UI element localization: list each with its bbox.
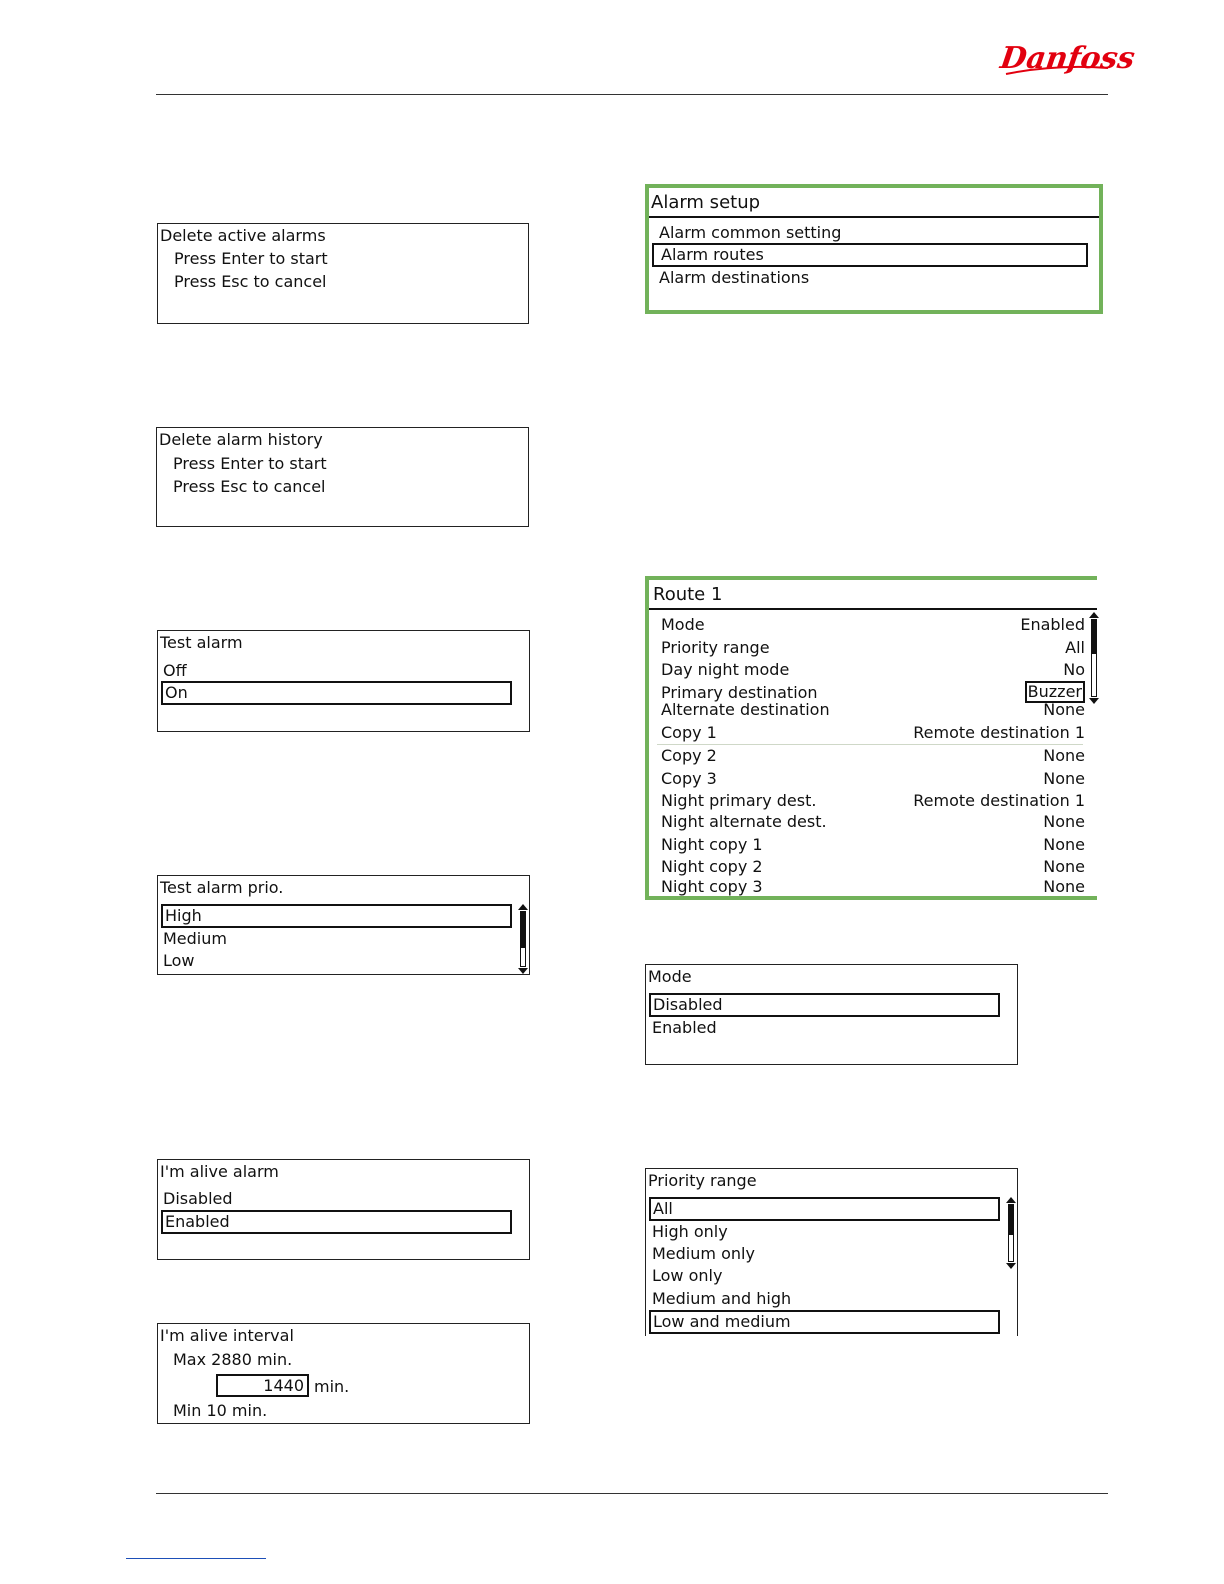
header-divider (649, 608, 1097, 610)
option-low-and-medium-selected[interactable] (649, 1310, 1000, 1334)
option-disabled-selected[interactable] (649, 993, 1000, 1017)
route-row-night-copy-1[interactable] (661, 834, 1085, 856)
interval-input[interactable] (216, 1374, 309, 1397)
row-label: Copy 2 (661, 746, 717, 765)
menu-item-label: Alarm routes (661, 245, 764, 264)
alive-interval-screen (157, 1323, 530, 1424)
test-alarm-screen (157, 630, 530, 732)
screen-title: Test alarm (160, 633, 243, 652)
row-value: None (1043, 812, 1085, 831)
row-value: None (1043, 877, 1085, 896)
instruction-enter: Press Enter to start (174, 249, 328, 268)
instruction-esc: Press Esc to cancel (173, 477, 326, 496)
test-alarm-prio-screen (157, 875, 530, 975)
scroll-thumb[interactable] (1092, 620, 1096, 654)
row-label: Day night mode (661, 660, 790, 679)
scroll-up-icon[interactable] (1089, 612, 1099, 618)
row-value: All (1065, 638, 1085, 657)
scroll-track (520, 911, 526, 967)
scroll-up-icon[interactable] (1006, 1197, 1016, 1203)
row-label: Night copy 3 (661, 877, 763, 896)
route-row-copy-3[interactable] (661, 768, 1085, 790)
row-value: No (1063, 660, 1085, 679)
route-row-alternate-destination[interactable] (661, 699, 1085, 721)
screen-title: Delete active alarms (160, 226, 326, 245)
delete-alarm-history-screen (156, 427, 529, 527)
screen-title: Delete alarm history (159, 430, 323, 449)
route-row-mode[interactable] (661, 614, 1085, 636)
screen-title: I'm alive interval (160, 1326, 294, 1345)
min-label: Min 10 min. (173, 1401, 268, 1420)
alive-alarm-screen (157, 1159, 530, 1260)
scrollbar[interactable] (518, 904, 528, 974)
option-label: High (165, 906, 202, 925)
option-enabled[interactable]: Enabled (652, 1018, 717, 1037)
row-label: Night copy 1 (661, 835, 763, 854)
route-row-night-primary[interactable] (661, 790, 1085, 812)
scrollbar[interactable] (1006, 1197, 1016, 1269)
row-label: Night primary dest. (661, 791, 817, 810)
option-label: Enabled (165, 1212, 230, 1231)
option-label: On (165, 683, 188, 702)
option-high-only[interactable]: High only (652, 1222, 728, 1241)
screen-title: Mode (648, 967, 692, 986)
instruction-enter: Press Enter to start (173, 454, 327, 473)
screen-title: Test alarm prio. (160, 878, 284, 897)
footer-link-underline (126, 1558, 266, 1559)
option-label: Disabled (653, 995, 723, 1014)
option-medium[interactable]: Medium (163, 929, 227, 948)
scroll-down-icon[interactable] (518, 968, 528, 974)
option-label: Low and medium (653, 1312, 791, 1331)
option-on-selected[interactable] (161, 681, 512, 705)
svg-text:Danfoss: Danfoss (998, 41, 1137, 76)
row-value: None (1043, 769, 1085, 788)
option-all-selected[interactable] (649, 1197, 1000, 1221)
header-rule (156, 94, 1108, 95)
delete-active-alarms-screen (157, 223, 529, 324)
route-row-night-copy-2[interactable] (661, 856, 1085, 878)
route-row-priority-range[interactable] (661, 637, 1085, 659)
alarm-setup-screen (645, 184, 1103, 314)
row-value: None (1043, 746, 1085, 765)
row-value: Enabled (1020, 615, 1085, 634)
priority-range-screen (645, 1168, 1018, 1336)
row-value: Remote destination 1 (913, 723, 1085, 742)
row-label: Priority range (661, 638, 770, 657)
screen-title: Route 1 (653, 584, 723, 605)
row-value: None (1043, 700, 1085, 719)
row-label: Copy 3 (661, 769, 717, 788)
menu-item-common-setting[interactable]: Alarm common setting (659, 223, 842, 242)
scroll-down-icon[interactable] (1089, 698, 1099, 704)
option-high-selected[interactable] (161, 904, 512, 928)
scroll-down-icon[interactable] (1006, 1263, 1016, 1269)
option-medium-and-high[interactable]: Medium and high (652, 1289, 792, 1308)
unit-label: min. (314, 1377, 350, 1396)
menu-item-destinations[interactable]: Alarm destinations (659, 268, 810, 287)
row-value: Remote destination 1 (913, 791, 1085, 810)
option-low-only[interactable]: Low only (652, 1266, 723, 1285)
interval-value: 1440 (263, 1376, 304, 1395)
scroll-track (1008, 1204, 1014, 1262)
row-value-selected[interactable]: Buzzer (1025, 681, 1085, 703)
option-enabled-selected[interactable] (161, 1210, 512, 1234)
option-low[interactable]: Low (163, 951, 195, 970)
row-value: None (1043, 857, 1085, 876)
row-value: None (1043, 835, 1085, 854)
max-label: Max 2880 min. (173, 1350, 293, 1369)
row-label: Alternate destination (661, 700, 830, 719)
header-divider (649, 216, 1099, 218)
route-row-night-copy-3[interactable] (661, 876, 1085, 898)
option-off[interactable]: Off (163, 661, 187, 680)
footer-rule (156, 1493, 1108, 1494)
option-label: All (653, 1199, 673, 1218)
scroll-up-icon[interactable] (518, 904, 528, 910)
row-label: Night copy 2 (661, 857, 763, 876)
row-label: Mode (661, 615, 705, 634)
row-label: Copy 1 (661, 723, 717, 742)
option-disabled[interactable]: Disabled (163, 1189, 233, 1208)
scrollbar[interactable] (1089, 612, 1099, 704)
row-label: Night alternate dest. (661, 812, 827, 831)
route-row-copy-2[interactable] (661, 745, 1085, 767)
scroll-thumb[interactable] (1009, 1205, 1013, 1235)
option-medium-only[interactable]: Medium only (652, 1244, 755, 1263)
route-row-night-alternate[interactable] (661, 811, 1085, 833)
screen-title: Alarm setup (651, 192, 761, 213)
mode-screen (645, 964, 1018, 1065)
route-1-screen (645, 576, 1097, 900)
screen-title: I'm alive alarm (160, 1162, 279, 1181)
instruction-esc: Press Esc to cancel (174, 272, 327, 291)
menu-item-alarm-routes-selected[interactable] (652, 243, 1088, 267)
route-row-copy-1[interactable] (661, 722, 1085, 744)
route-row-day-night-mode[interactable] (661, 659, 1085, 681)
scroll-track (1091, 619, 1097, 697)
row-label: Primary destination (661, 683, 818, 702)
screen-title: Priority range (648, 1171, 757, 1190)
danfoss-logo (998, 34, 1137, 78)
scroll-thumb[interactable] (521, 912, 525, 948)
